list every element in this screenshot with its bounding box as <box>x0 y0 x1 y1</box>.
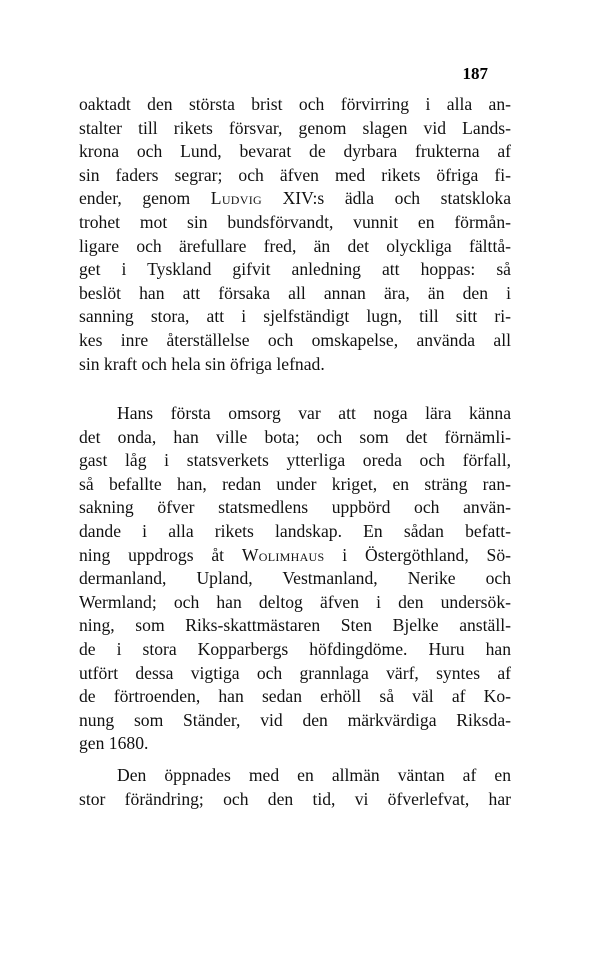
page-number: 187 <box>462 64 488 83</box>
text-line: sakning öfver statsmedlens uppbörd och använ- <box>79 497 511 518</box>
text-segment: XIV:s ädla och statskloka <box>282 188 511 209</box>
text-line: gen 1680. <box>79 733 149 754</box>
paragraph-3 <box>79 764 511 811</box>
text-line: de förtroenden, han sedan erhöll så väl af Ko- <box>79 686 511 707</box>
text-segment: ning uppdrogs åt <box>79 544 225 565</box>
text-line: Wermland; och han deltog äfven i den undersök- <box>79 591 511 612</box>
paragraph-2 <box>79 402 511 756</box>
text-line: ligare och ärefullare fred, än det olyckliga fälttå- <box>79 235 511 256</box>
text-line: nung som Ständer, vid den märkvärdiga Riksda- <box>79 709 511 730</box>
text-line <box>79 187 511 211</box>
text-segment: i Östergöthland, Sö- <box>342 544 511 565</box>
text-line: sin faders segrar; och äfven med rikets öfriga fi- <box>79 164 511 185</box>
text-segment: ender, genom <box>79 188 191 209</box>
text-line: ning, som Riks-skattmästaren Sten Bjelke anställ- <box>79 615 511 636</box>
text-line: gast låg i statsverkets ytterliga oreda och förfall, <box>79 450 511 471</box>
text-line: get i Tyskland gifvit anledning att hoppas: så <box>79 259 511 280</box>
text-line: så befallte han, redan under kriget, en sträng ran- <box>79 473 511 494</box>
text-line: Den öppnades med en allmän väntan af en <box>117 765 511 785</box>
paragraph-1 <box>79 93 511 376</box>
text-line: trohet mot sin bundsförvandt, vunnit en förmån- <box>79 211 511 232</box>
text-line: beslöt han att försaka all annan ära, än den i <box>79 282 511 303</box>
small-caps-name: Ludvig <box>210 188 262 209</box>
text-line: kes inre återställelse och omskapelse, använda all <box>79 329 511 350</box>
text-line <box>79 544 511 568</box>
text-line: sin kraft och hela sin öfriga lefnad. <box>79 353 325 374</box>
text-line: dande i alla rikets landskap. En sådan befatt- <box>79 520 511 541</box>
text-line: utfört dessa vigtiga och grannlaga värf, syntes af <box>79 662 511 683</box>
text-line: det onda, han ville bota; och som det förnämli- <box>79 426 511 447</box>
text-line: Hans första omsorg var att noga lära känna <box>117 403 511 423</box>
small-caps-name: Wolimhaus <box>241 544 325 565</box>
text-line: de i stora Kopparbergs höfdingdöme. Huru han <box>79 638 511 659</box>
text-line: dermanland, Upland, Vestmanland, Nerike och <box>79 568 511 589</box>
text-line: stalter till rikets försvar, genom slagen vid Lands- <box>79 117 511 138</box>
text-line: sanning stora, att i sjelfständigt lugn, till sitt ri- <box>79 306 511 327</box>
text-line: stor förändring; och den tid, vi öfverlefvat, har <box>79 788 511 809</box>
text-line: krona och Lund, bevarat de dyrbara frukterna af <box>79 141 511 162</box>
text-line: oaktadt den största brist och förvirring i alla an- <box>79 94 511 114</box>
